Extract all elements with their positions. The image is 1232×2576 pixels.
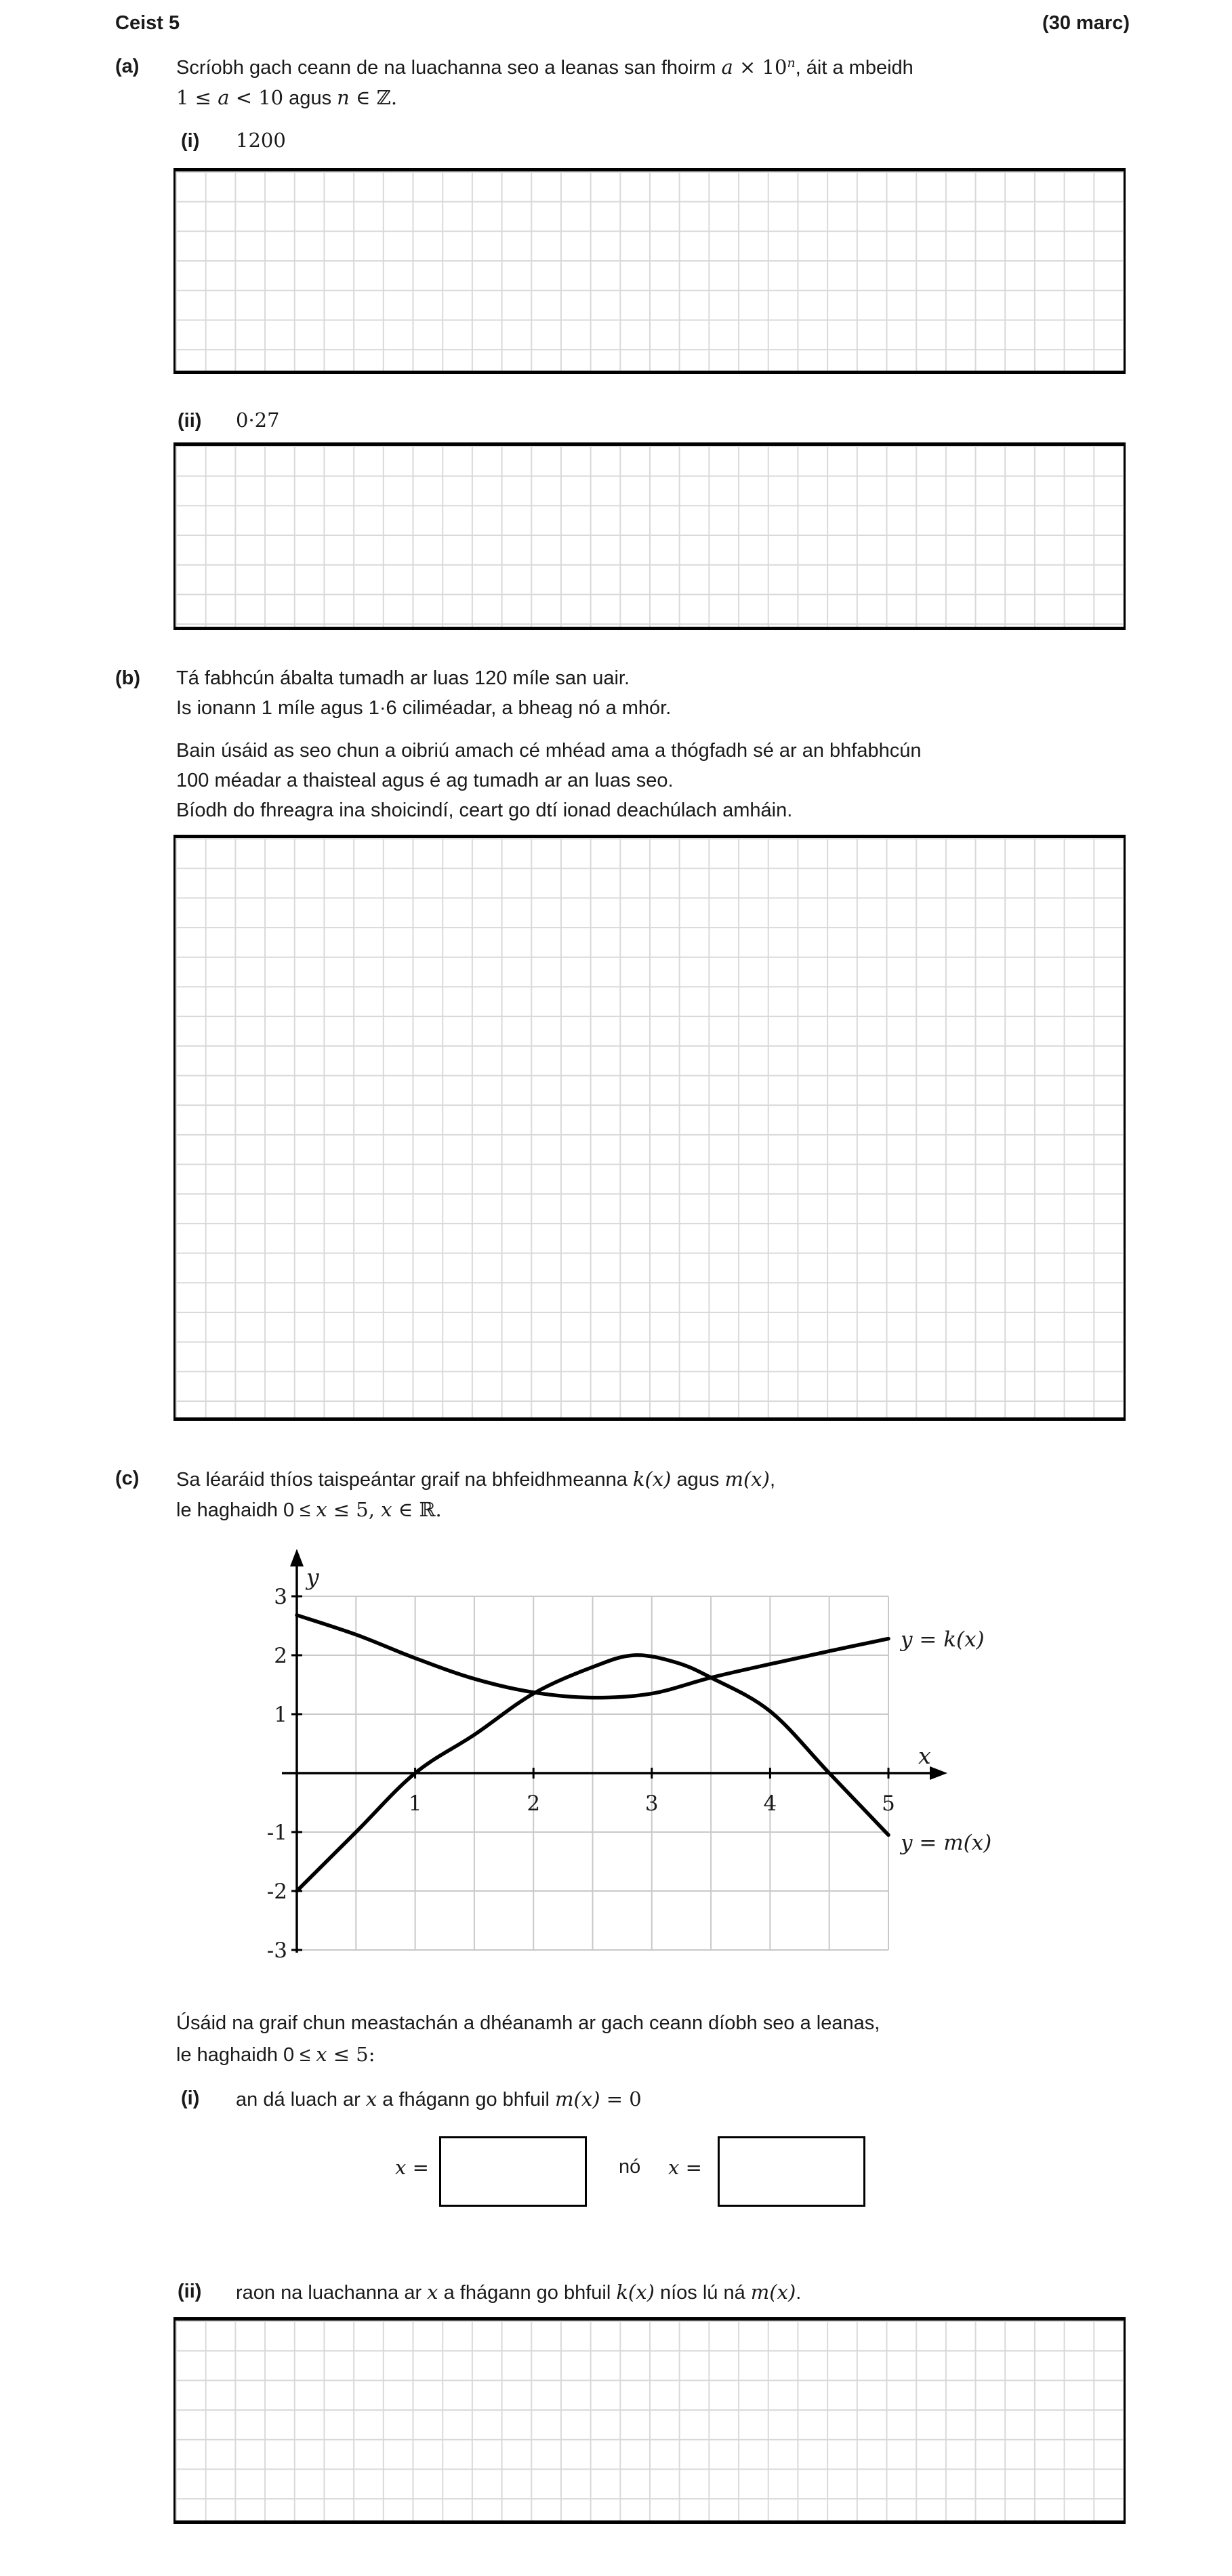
math-func-k: k(x) <box>616 2281 655 2304</box>
part-c-line1-post: , <box>769 1469 776 1491</box>
equals-sign: = <box>679 2156 702 2179</box>
part-b-line-5: Bíodh do fhreagra ina shoicindí, ceart go dtí ionad deachúlach amháin. <box>176 799 793 821</box>
text-agus: agus <box>671 1469 725 1491</box>
math-var-x: x <box>381 1498 392 1521</box>
x-tick-label: 5 <box>882 1791 895 1816</box>
answer-grid-a-i[interactable] <box>173 168 1126 374</box>
part-b-line-1: Tá fabhcún ábalta tumadh ar luas 120 míle san uair. <box>176 667 630 689</box>
item-c-ii-pre: raon na luachanna ar <box>236 2282 428 2304</box>
answer-prefix-x1 <box>395 2156 429 2180</box>
y-tick-label: -2 <box>266 1879 287 1904</box>
y-tick-label: -1 <box>266 1821 287 1845</box>
equals-sign: = <box>406 2156 429 2179</box>
math-var-a: a <box>218 86 230 109</box>
answer-box-x2[interactable] <box>718 2136 865 2207</box>
part-a-line1-post: , áit a mbeidh <box>795 57 913 79</box>
x-tick-label: 2 <box>527 1791 541 1816</box>
y-tick-label: 1 <box>274 1703 287 1727</box>
item-c-ii-mid: a fhágann go bhfuil <box>438 2282 617 2304</box>
item-c-i-label: (i) <box>181 2087 200 2109</box>
math-in-integers: ∈ ℤ. <box>349 86 398 109</box>
math-var-x: x <box>365 2087 377 2111</box>
math-var-a: a <box>721 56 733 79</box>
math-func-m: m(x) <box>555 2087 600 2111</box>
item-a-i-value: 1200 <box>236 129 286 152</box>
instr2-pre: le haghaidh 0 ≤ <box>176 2044 316 2066</box>
part-c-line1-pre: Sa léaráid thíos taispeántar graif na bhfeidhmeanna <box>176 1469 633 1491</box>
part-b-line-3: Bain úsáid as seo chun a oibriú amach cé mhéad ama a thógfadh sé ar an bhfabhcún <box>176 740 922 762</box>
or-label: nó <box>619 2156 641 2178</box>
part-b-label: (b) <box>115 667 141 689</box>
x-tick-label: 1 <box>408 1791 422 1816</box>
x-axis-label: x <box>918 1743 931 1769</box>
x-axis-arrow <box>930 1766 947 1780</box>
math-var-x: x <box>668 2156 680 2179</box>
math-in-reals: ∈ ℝ. <box>392 1498 442 1521</box>
math-var-n: n <box>337 86 350 109</box>
item-c-ii-mid2: níos lú ná <box>654 2282 751 2304</box>
item-c-i-post: = 0 <box>600 2087 642 2111</box>
math-times-ten: × 10 <box>733 56 787 79</box>
part-b-line-4: 100 méadar a thaisteal agus é ag tumadh ar an luas seo. <box>176 770 674 791</box>
part-a-line1-pre: Scríobh gach ceann de na luachanna seo a leanas san fhoirm <box>176 57 722 79</box>
item-c-ii-label: (ii) <box>178 2281 202 2302</box>
part-a-line1 <box>176 56 913 79</box>
math-var-x: x <box>395 2156 407 2179</box>
math-var-x: x <box>427 2281 438 2304</box>
x-tick-label: 4 <box>763 1791 777 1816</box>
item-c-ii-post: . <box>796 2282 802 2304</box>
part-c-line2-pre: le haghaidh 0 ≤ <box>176 1499 316 1521</box>
marks-badge: (30 marc) <box>1042 12 1130 34</box>
item-a-i-label: (i) <box>181 130 200 152</box>
answer-grid-b[interactable] <box>173 835 1126 1421</box>
graph-instruction-1: Úsáid na graif chun meastachán a dhéanamh ar gach ceann díobh seo a leanas, <box>176 2012 880 2034</box>
math-ineq-2: < 10 <box>229 86 284 109</box>
question-title: Ceist 5 <box>115 12 180 34</box>
part-c-label: (c) <box>115 1468 140 1489</box>
part-c-line1 <box>176 1468 775 1491</box>
part-a-line2 <box>176 86 397 110</box>
curve-m-label: y = m(x) <box>901 1831 992 1855</box>
part-c-line2-mid: ≤ 5, <box>327 1498 382 1521</box>
item-c-i-text <box>236 2087 642 2111</box>
answer-grid-c-ii[interactable] <box>173 2317 1126 2524</box>
math-func-m: m(x) <box>724 1468 770 1491</box>
math-ineq-1: 1 ≤ <box>176 86 218 109</box>
item-c-i-mid: a fhágann go bhfuil <box>377 2089 556 2111</box>
item-c-i-pre: an dá luach ar <box>236 2089 366 2111</box>
part-b-line-2: Is ionann 1 míle agus 1·6 ciliméadar, a bheag nó a mhór. <box>176 697 672 719</box>
answer-box-x1[interactable] <box>439 2136 587 2207</box>
math-exponent-n: n <box>787 56 796 70</box>
math-var-x: x <box>316 2043 327 2066</box>
text-agus: agus <box>283 87 337 109</box>
answer-prefix-x2 <box>668 2156 702 2180</box>
y-tick-label: 3 <box>274 1585 287 1609</box>
instr2-post: ≤ 5: <box>327 2043 375 2066</box>
part-c-line2 <box>176 1498 442 1522</box>
y-tick-label: -3 <box>266 1938 287 1963</box>
part-a-label: (a) <box>115 56 140 77</box>
item-c-ii-text <box>236 2281 801 2304</box>
math-func-m: m(x) <box>750 2281 796 2304</box>
curve-k-label: y = k(x) <box>901 1627 985 1652</box>
math-func-k: k(x) <box>632 1468 672 1491</box>
graph-instruction-2 <box>176 2043 375 2066</box>
item-a-ii-value: 0·27 <box>236 409 280 432</box>
y-axis-arrow <box>290 1549 304 1566</box>
math-var-x: x <box>316 1498 327 1521</box>
y-tick-label: 2 <box>274 1644 287 1668</box>
answer-grid-a-ii[interactable] <box>173 442 1126 630</box>
x-tick-label: 3 <box>644 1791 659 1816</box>
item-a-ii-label: (ii) <box>178 410 202 432</box>
y-axis-label: y <box>306 1564 319 1590</box>
function-graph <box>217 1524 1017 2006</box>
